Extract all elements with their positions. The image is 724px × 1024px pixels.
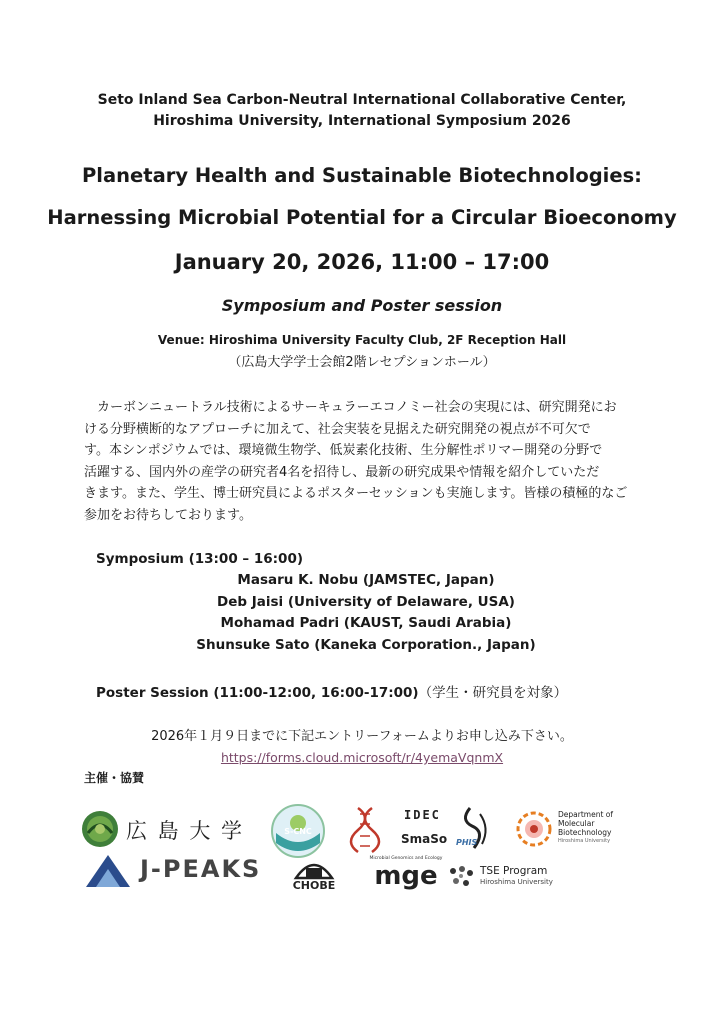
registration-note: 2026年１月９日までに下記エントリーフォームよりお申し込み下さい。 — [151, 729, 573, 744]
organizers-label: 主催・協賛 — [84, 771, 145, 785]
chobe-label: CHOBE — [292, 879, 336, 892]
tse-dots-icon — [448, 865, 476, 889]
dmb-emblem-icon — [514, 809, 554, 849]
dmb-line: Hiroshima University — [558, 838, 611, 844]
idec-smaso-logo — [400, 806, 450, 854]
hiroshima-university-logo — [80, 808, 250, 850]
poster-session-line — [96, 681, 567, 701]
chobe-dome-icon — [292, 852, 336, 880]
phis-logo — [452, 804, 496, 856]
description-line: 活躍する、国内外の産学の研究者4名を招待し、最新の研究成果や情報を紹介していただ — [84, 464, 600, 480]
phis-brush-icon — [452, 804, 496, 856]
phis-label: PHIS — [456, 838, 478, 847]
speaker-item: Deb Jaisi (University of Delaware, USA) — [217, 593, 515, 610]
jpeaks-logo — [86, 851, 272, 891]
symposium-heading: Symposium (13:00 – 16:00) — [96, 551, 304, 567]
chobe-logo — [292, 852, 336, 894]
dmb-line: Biotechnology — [558, 828, 612, 837]
dna-logo — [346, 804, 386, 856]
mge-top-label: Microbial Genomics and Ecology — [369, 856, 443, 861]
dmb-line: Molecular — [558, 819, 595, 828]
speaker-list — [120, 570, 612, 656]
tse-label: TSE Program — [480, 865, 548, 877]
event-organizer-line-2: Hiroshima University, International Symposium 2026 — [153, 113, 571, 129]
tse-sublabel: Hiroshima University — [480, 878, 553, 886]
registration-form-link[interactable]: https://forms.cloud.microsoft/r/4yemaVqnmX — [220, 750, 504, 765]
dmb-line: Department of — [558, 810, 613, 819]
hiroshima-university-emblem-icon — [80, 809, 120, 849]
poster-session-note: （学生・研究員を対象） — [418, 685, 568, 701]
description-line: す。本シンポジウムでは、環境微生物学、低炭素化技術、生分解性ポリマー開発の分野で — [84, 443, 603, 458]
description-line: ける分野横断的なアプローチに加えて、社会実装を見据えた研究開発の視点が不可欠で — [84, 421, 591, 437]
idec-label: IDEC — [404, 808, 441, 822]
mge-label: mge — [374, 861, 438, 891]
event-date: January 20, 2026, 11:00 – 17:00 — [174, 250, 550, 274]
title-line-1: Planetary Health and Sustainable Biotechnologies: — [82, 164, 642, 187]
venue-en: Venue: Hiroshima University Faculty Club, 2F Reception Hall — [157, 333, 567, 347]
dmb-text — [558, 810, 613, 846]
scnc-logo — [270, 803, 326, 859]
jpeaks-label: J-PEAKS — [140, 855, 262, 883]
event-organizer-line-1: Seto Inland Sea Carbon-Neutral International Collaborative Center, — [97, 92, 627, 108]
title-line-2: Harnessing Microbial Potential for a Circular Bioeconomy — [47, 206, 677, 229]
dmb-logo — [514, 808, 624, 850]
scnc-label: S-CNC — [284, 827, 312, 836]
poster-session-heading: Poster Session (11:00-12:00, 16:00-17:00) — [96, 685, 419, 701]
dna-helix-icon — [346, 804, 386, 856]
event-subtitle: Symposium and Poster session — [221, 296, 503, 315]
venue-jp: （広島大学学士会館2階レセプションホール） — [228, 355, 496, 370]
description-paragraph — [84, 397, 644, 526]
speaker-item: Masaru K. Nobu (JAMSTEC, Japan) — [237, 572, 495, 588]
description-line: カーボンニュートラル技術によるサーキュラーエコノミー社会の実現には、研究開発にお — [84, 400, 617, 415]
hiroshima-university-name: 広 島 大 学 — [126, 819, 245, 843]
speaker-item: Shunsuke Sato (Kaneka Corporation., Japan) — [196, 636, 536, 653]
smaso-label: SmaSo — [401, 832, 448, 846]
speaker-item: Mohamad Padri (KAUST, Saudi Arabia) — [220, 615, 512, 631]
description-line: 参加をお待ちしております。 — [84, 507, 252, 523]
mge-logo — [360, 856, 452, 894]
description-line: きます。また、学生、博士研究員によるポスターセッションも実施します。皆様の積極的なご — [84, 486, 628, 501]
jpeaks-mountain-icon — [86, 853, 130, 889]
tse-logo — [448, 864, 558, 890]
